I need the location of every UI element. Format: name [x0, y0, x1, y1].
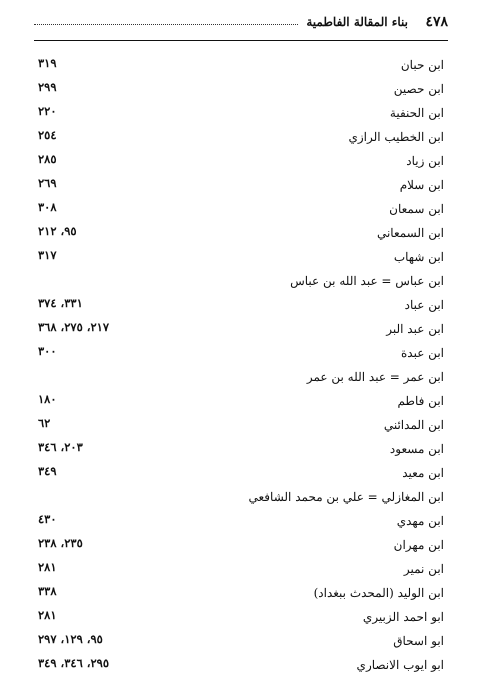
entry-pages: ٢٨١ [38, 560, 57, 574]
entry-name: ابن المدائني [383, 418, 444, 432]
entry-pages: ٢٠٣، ٣٤٦ [38, 440, 83, 454]
entry-name: ابن سمعان [389, 202, 444, 216]
index-entry [0, 416, 482, 440]
entry-name: ابن الوليد (المحدث ببغداد) [313, 586, 444, 600]
entry-name: ابن السمعاني [376, 226, 444, 240]
entry-name: ابن فاطم [397, 394, 444, 408]
entry-name: ابن مهدي [396, 514, 444, 528]
entry-name: ابن مسعود [389, 442, 444, 456]
entry-name: ابن معيد [402, 466, 444, 480]
entry-pages: ٣٠٨ [38, 200, 57, 214]
entry-name: ابن الحنفية [389, 106, 444, 120]
index-entry [0, 560, 482, 584]
entry-name: ابن عباد [404, 298, 444, 312]
entry-pages: ٣١٩ [38, 56, 57, 70]
index-entry [0, 392, 482, 416]
entry-pages: ٣٣١، ٣٧٤ [38, 296, 83, 310]
entry-pages: ٣٣٨ [38, 584, 57, 598]
index-entry [0, 128, 482, 152]
entry-pages: ٤٣٠ [38, 512, 57, 526]
entry-pages: ٢٢٠ [38, 104, 57, 118]
entry-pages: ٣٤٩ [38, 464, 57, 478]
index-entry [0, 272, 482, 296]
index-entry [0, 632, 482, 656]
index-entry [0, 56, 482, 80]
entry-pages: ٣٠٠ [38, 344, 57, 358]
index-entry [0, 176, 482, 200]
index-entry [0, 320, 482, 344]
index-entry [0, 656, 482, 680]
entry-name: ابو اسحاق [393, 634, 444, 648]
entry-name: ابن المغازلي = علي بن محمد الشافعي [248, 490, 444, 504]
entry-pages: ٩٥، ١٢٩، ٢٩٧ [38, 632, 103, 646]
entry-pages: ٢١٧، ٢٧٥، ٣٦٨ [38, 320, 110, 334]
index-entry [0, 368, 482, 392]
index-entry [0, 152, 482, 176]
index-entries [0, 56, 482, 680]
index-entry [0, 344, 482, 368]
index-entry [0, 464, 482, 488]
entry-name: ابن سلام [399, 178, 444, 192]
entry-name: ابن نمير [403, 562, 444, 576]
entry-name: ابو احمد الزبيري [362, 610, 444, 624]
entry-name: ابن عباس = عبد الله بن عباس [290, 274, 444, 288]
index-entry [0, 440, 482, 464]
entry-name: ابو ايوب الانصاري [356, 658, 444, 672]
index-entry [0, 512, 482, 536]
entry-pages: ٦٢ [38, 416, 51, 430]
entry-pages: ٢٨٥ [38, 152, 57, 166]
index-entry [0, 200, 482, 224]
page-number: ٤٧٨ [425, 14, 448, 30]
entry-name: ابن عمر = عبد الله بن عمر [306, 370, 444, 384]
entry-pages: ٢٦٩ [38, 176, 57, 190]
index-entry [0, 248, 482, 272]
header-rule [34, 40, 448, 41]
index-entry [0, 536, 482, 560]
running-title: بناء المقالة الفاطمية [306, 15, 408, 29]
entry-name: ابن عبد البر [386, 322, 444, 336]
index-entry [0, 608, 482, 632]
dotted-leader [34, 24, 298, 25]
index-entry [0, 104, 482, 128]
entry-name: ابن الخطيب الرازي [348, 130, 444, 144]
entry-pages: ٢٩٥، ٣٤٦، ٣٤٩ [38, 656, 110, 670]
entry-pages: ٢٣٥، ٢٣٨ [38, 536, 83, 550]
index-entry [0, 80, 482, 104]
entry-pages: ١٨٠ [38, 392, 57, 406]
entry-pages: ٢٥٤ [38, 128, 57, 142]
running-header [34, 14, 448, 36]
entry-name: ابن زياد [406, 154, 444, 168]
index-entry [0, 584, 482, 608]
index-entry [0, 488, 482, 512]
entry-name: ابن شهاب [393, 250, 444, 264]
entry-pages: ٩٥، ٢١٢ [38, 224, 77, 238]
entry-name: ابن مهران [393, 538, 444, 552]
entry-pages: ٣١٧ [38, 248, 57, 262]
index-entry [0, 224, 482, 248]
entry-name: ابن حبان [400, 58, 444, 72]
entry-name: ابن حصين [393, 82, 444, 96]
entry-name: ابن عبدة [401, 346, 444, 360]
index-entry [0, 296, 482, 320]
entry-pages: ٢٨١ [38, 608, 57, 622]
entry-pages: ٢٩٩ [38, 80, 57, 94]
